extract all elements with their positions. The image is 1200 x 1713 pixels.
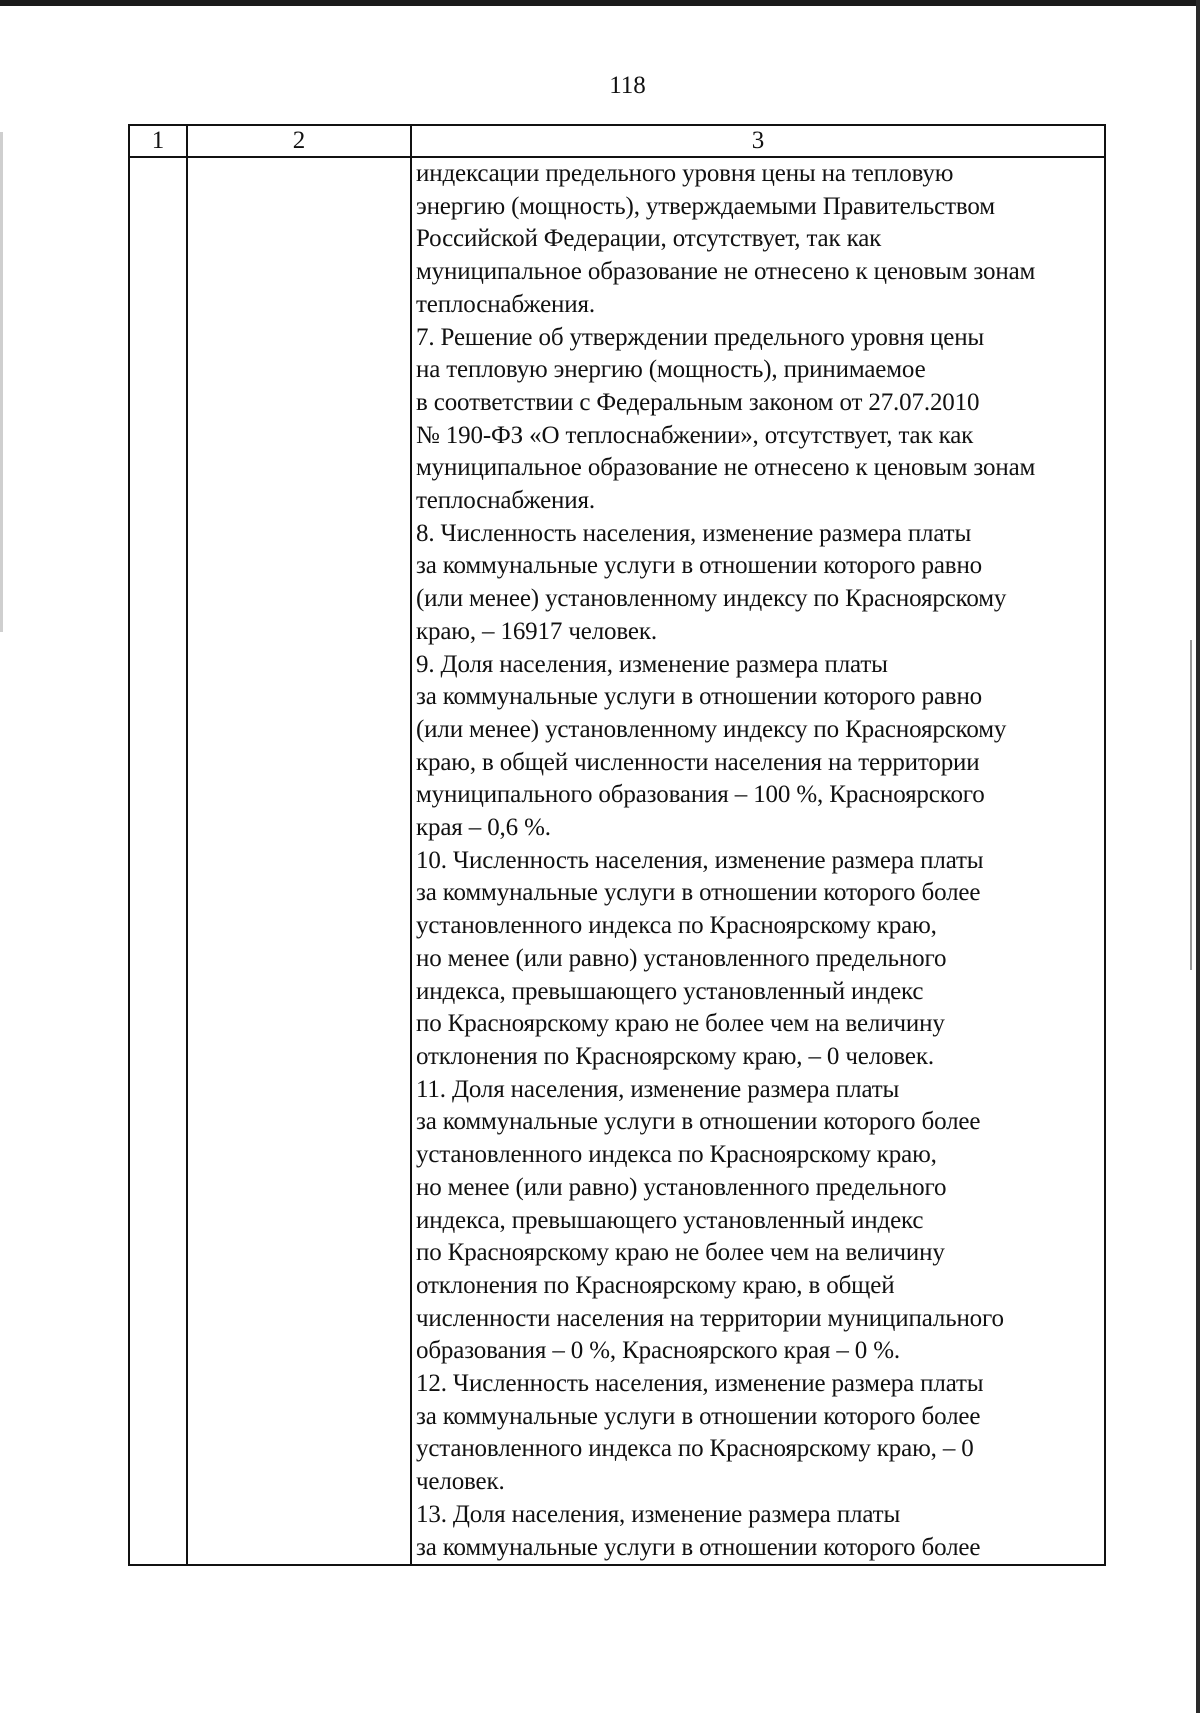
text-line: но менее (или равно) установленного предельного [416, 1173, 947, 1201]
text-line: численности населения на территории муниципального [416, 1304, 1004, 1332]
text-line: (или менее) установленному индексу по Красноярскому [416, 715, 1007, 743]
text-line: 10. Численность населения, изменение размера платы [416, 846, 984, 874]
body-cell-2 [187, 157, 411, 1565]
text-line: 11. Доля населения, изменение размера платы [416, 1075, 900, 1103]
text-line: 13. Доля населения, изменение размера платы [416, 1500, 901, 1528]
text-line: муниципальное образование не отнесено к ценовым зонам [416, 258, 1036, 286]
table-header-row [129, 125, 1105, 157]
text-line: муниципального образования – 100 %, Красноярского [416, 781, 985, 809]
text-line: за коммунальные услуги в отношении которого более [416, 1402, 981, 1430]
text-line: 8. Численность населения, изменение размера платы [416, 519, 972, 547]
scan-artifact-right [1190, 640, 1192, 970]
document-table [128, 124, 1106, 1566]
text-line: за коммунальные услуги в отношении которого более [416, 1533, 981, 1561]
text-line: (или менее) установленному индексу по Красноярскому [416, 585, 1007, 613]
page-number: 118 [609, 72, 646, 99]
text-line: в соответствии с Федеральным законом от 27.07.2010 [416, 388, 980, 416]
text-line: 12. Численность населения, изменение размера платы [416, 1370, 984, 1398]
text-line: энергию (мощность), утверждаемыми Правительством [416, 192, 995, 220]
body-cell-1 [129, 157, 187, 1565]
text-line: теплоснабжения. [416, 487, 595, 515]
text-line: но менее (или равно) установленного предельного [416, 944, 947, 972]
text-line: на тепловую энергию (мощность), принимаемое [416, 356, 926, 384]
text-line: отклонения по Красноярскому краю, в общей [416, 1271, 895, 1299]
text-line: образования – 0 %, Красноярского края – 0 %. [416, 1337, 901, 1365]
text-line: краю, – 16917 человек. [416, 617, 657, 645]
text-line: по Красноярскому краю не более чем на величину [416, 1239, 945, 1267]
text-line: человек. [416, 1468, 505, 1496]
text-line: № 190-ФЗ «О теплоснабжении», отсутствует, так как [416, 421, 974, 449]
text-line: за коммунальные услуги в отношении которого более [416, 879, 981, 907]
text-line: отклонения по Красноярскому краю, – 0 человек. [416, 1042, 934, 1070]
body-cell-3 [411, 157, 1105, 1565]
text-line: по Красноярскому краю не более чем на величину [416, 1010, 945, 1038]
text-line: индекса, превышающего установленный индекс [416, 1206, 924, 1234]
text-line: индексации предельного уровня цены на тепловую [416, 160, 954, 187]
text-line: Российской Федерации, отсутствует, так как [416, 225, 882, 253]
header-cell-1: 1 [129, 125, 187, 157]
scan-border-top [0, 0, 1200, 6]
text-line: теплоснабжения. [416, 290, 595, 318]
header-cell-3: 3 [411, 125, 1105, 157]
text-line: 7. Решение об утверждении предельного уровня цены [416, 323, 985, 351]
text-line: индекса, превышающего установленный индекс [416, 977, 924, 1005]
text-line: за коммунальные услуги в отношении которого равно [416, 683, 983, 711]
text-line: за коммунальные услуги в отношении которого равно [416, 552, 983, 580]
text-line: 9. Доля населения, изменение размера платы [416, 650, 888, 678]
scan-border-right [1196, 0, 1200, 1713]
body-cell-3-text [412, 158, 1104, 1564]
text-line: за коммунальные услуги в отношении которого более [416, 1108, 981, 1136]
text-line: установленного индекса по Красноярскому краю, [416, 912, 937, 940]
table-row [129, 157, 1105, 1565]
text-line: установленного индекса по Красноярскому краю, [416, 1141, 937, 1169]
text-line: муниципальное образование не отнесено к ценовым зонам [416, 454, 1036, 482]
text-line: установленного индекса по Красноярскому краю, – 0 [416, 1435, 974, 1463]
scan-artifact-left [0, 132, 3, 632]
header-cell-2: 2 [187, 125, 411, 157]
text-line: краю, в общей численности населения на территории [416, 748, 980, 776]
text-line: края – 0,6 %. [416, 814, 551, 842]
